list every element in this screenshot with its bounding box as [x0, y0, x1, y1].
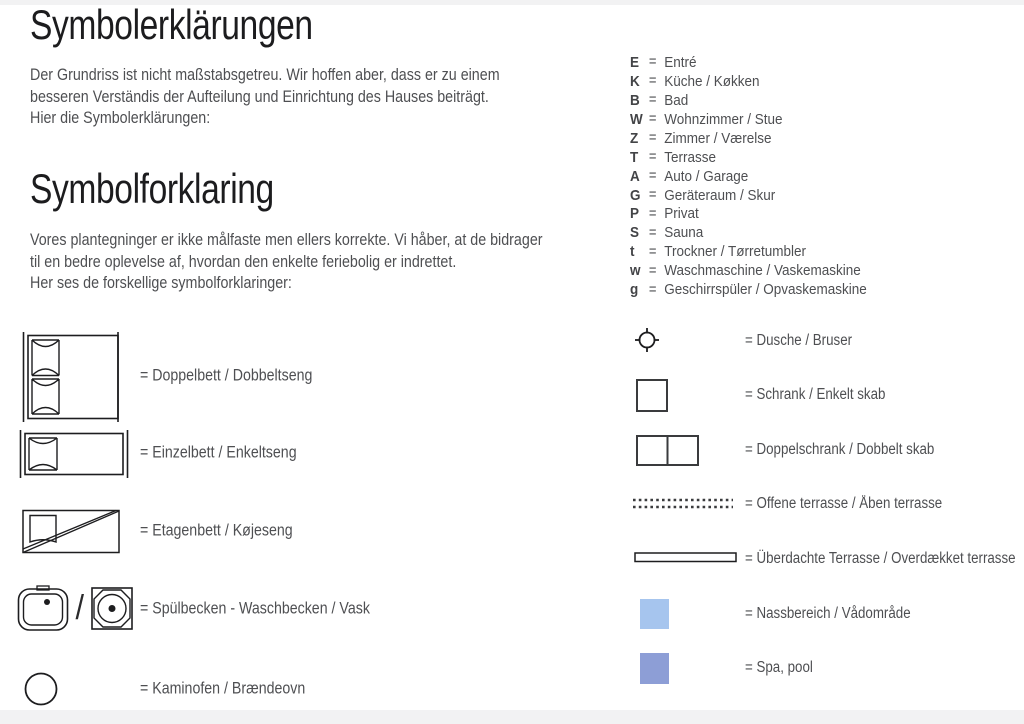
room-code-row: A = Auto / Garage [630, 167, 749, 185]
shower-icon [633, 326, 661, 354]
danish-title: Symbolforklaring [30, 165, 274, 212]
room-code-row: W = Wohnzimmer / Stue [630, 110, 783, 128]
single-wardrobe-label: = Schrank / Enkelt skab [745, 386, 886, 403]
covered-terrace-icon [634, 552, 737, 563]
open-terrace-label: = Offene terrasse / Åben terrasse [745, 495, 943, 512]
single-bed-label: = Einzelbett / Enkeltseng [140, 443, 297, 462]
wood-stove-label: = Kaminofen / Brændeovn [140, 679, 306, 698]
double-bed-label: = Doppelbett / Dobbeltseng [140, 366, 313, 385]
kitchen-sink-icon [17, 584, 69, 632]
shower-label: = Dusche / Bruser [745, 332, 853, 349]
washbasin-icon [90, 584, 134, 632]
double-bed-icon [20, 332, 122, 422]
german-intro [30, 64, 589, 129]
bunk-bed-label: = Etagenbett / Køjeseng [140, 521, 293, 540]
german-intro-line: besseren Verständis der Aufteilung und Einrichtung des Hauses beiträgt. [30, 86, 489, 106]
open-terrace-icon [632, 497, 734, 510]
danish-intro [30, 229, 640, 294]
spa-pool-swatch [640, 653, 669, 684]
wet-area-label: = Nassbereich / Vådområde [745, 605, 911, 622]
room-code-legend [630, 53, 893, 299]
sink-washbasin-icon [17, 584, 134, 632]
german-intro-line: Der Grundriss ist nicht maßstabsgetreu. Wir hoffen aber, dass er zu einem [30, 65, 500, 84]
german-title: Symbolerklärungen [30, 1, 313, 48]
room-code-row: G = Geräteraum / Skur [630, 186, 776, 204]
bunk-bed-icon [22, 509, 120, 554]
sink-washbasin-label: = Spülbecken - Waschbecken / Vask [140, 599, 370, 618]
double-wardrobe-label: = Doppelschrank / Dobbelt skab [745, 441, 935, 458]
room-code-row: t = Trockner / Tørretumbler [630, 243, 806, 261]
german-intro-line: Hier die Symbolerklärungen: [30, 108, 211, 128]
covered-terrace-label: = Überdachte Terrasse / Overdækket terrasse [745, 550, 1016, 567]
page-edge-bottom [0, 710, 1024, 724]
danish-intro-line: Vores plantegninger er ikke målfaste men ellers korrekte. Vi håber, at de bidrager [30, 230, 543, 249]
spa-pool-label: = Spa, pool [745, 659, 813, 676]
danish-intro-line: til en bedre oplevelse af, hvordan den enkelte feriebolig er indrettet. [30, 251, 457, 271]
wet-area-swatch [640, 599, 669, 629]
single-wardrobe-icon [636, 379, 668, 412]
single-bed-icon [17, 430, 131, 478]
room-code-row: g = Geschirrspüler / Opvaskemaskine [630, 281, 867, 299]
room-code-row: T = Terrasse [630, 148, 716, 166]
room-code-row: Z = Zimmer / Værelse [630, 129, 772, 147]
double-wardrobe-icon [636, 435, 699, 466]
room-code-row: B = Bad [630, 91, 689, 109]
room-code-row: w = Waschmaschine / Vaskemaskine [630, 262, 861, 280]
wood-stove-icon [24, 672, 58, 706]
slash-separator: / [75, 588, 84, 627]
danish-intro-line: Her ses de forskellige symbolforklaringer: [30, 273, 292, 293]
room-code-row: P = Privat [630, 205, 699, 223]
room-code-row: E = Entré [630, 53, 697, 71]
room-code-row: S = Sauna [630, 224, 704, 242]
room-code-row: K = Küche / Køkken [630, 72, 760, 90]
